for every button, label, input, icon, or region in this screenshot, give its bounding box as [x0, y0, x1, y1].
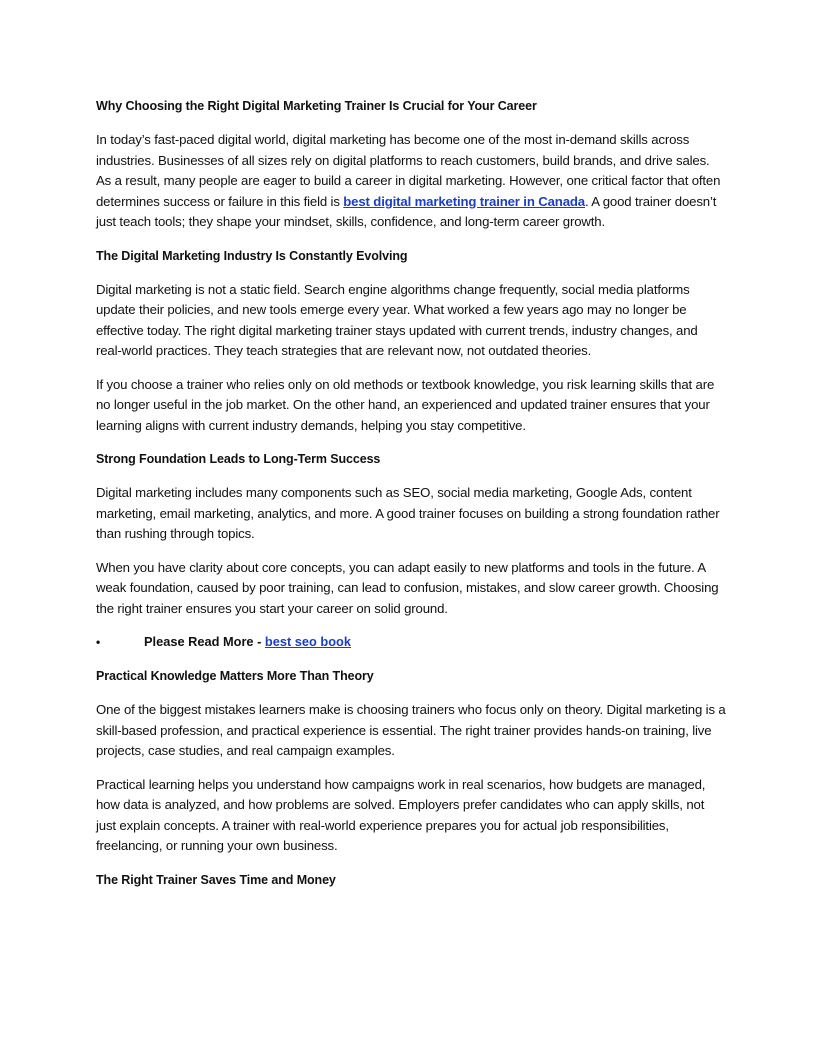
section-heading: Strong Foundation Leads to Long-Term Success	[96, 452, 381, 466]
section-heading: Practical Knowledge Matters More Than Theory	[96, 669, 374, 683]
best-seo-book-link[interactable]: best seo book	[264, 634, 351, 649]
trainer-canada-link[interactable]: best digital marketing trainer in Canada	[343, 193, 585, 209]
article-title: Why Choosing the Right Digital Marketing Trainer Is Crucial for Your Career	[96, 99, 537, 113]
intro-paragraph	[96, 130, 726, 233]
section-heading: The Right Trainer Saves Time and Money	[96, 872, 336, 887]
intro-text-before-link: In today’s fast-paced digital world, digital marketing has become one of the most in-demand skills across industries. Businesses of all sizes rely on digital platforms to reach customers, build brands, and drive sales. As a result, many people are eager to build a career in digital marketing. However, one critical factor that often determines success or failure in this field is	[96, 132, 721, 209]
section-paragraph: Digital marketing includes many components such as SEO, social media marketing, Google Ads, content marketing, email marketing, analytics, and more. A good trainer focuses on building a strong foundation rather than rushing through topics.	[96, 485, 720, 541]
document-page	[96, 96, 726, 904]
section-heading: The Digital Marketing Industry Is Constantly Evolving	[96, 248, 408, 263]
section-paragraph: If you choose a trainer who relies only on old methods or textbook knowledge, you risk learning skills that are no longer useful in the job market. On the other hand, an experienced and updated trainer ensures that your learning aligns with current industry demands, helping you stay competitive.	[96, 376, 715, 433]
intro-text-after-link: . A good trainer doesn’t just teach tools; they shape your mindset, skills, confidence, and long-term career growth.	[96, 193, 717, 229]
bullet-icon: •	[96, 635, 101, 649]
read-more-list-item	[96, 632, 726, 652]
section-paragraph: Practical learning helps you understand how campaigns work in real scenarios, how budgets are managed, how data is analyzed, and how problems are solved. Employers prefer candidates who can apply skills, not just explain concepts. A trainer with real-world experience prepares you for actual job responsibilities, freelancing, or running your own business.	[96, 776, 706, 853]
section-paragraph: Digital marketing is not a static field. Search engine algorithms change frequently, social media platforms update their policies, and new tools emerge every year. What worked a few years ago may no longer be effective today. The right digital marketing trainer stays updated with current trends, industry changes, and real-world practices. They teach strategies that are relevant now, not outdated theories.	[96, 281, 698, 358]
section-paragraph: One of the biggest mistakes learners make is choosing trainers who focus only on theory. Digital marketing is a skill-based profession, and practical experience is essential. The right trainer provides hands-on training, live projects, case studies, and real campaign examples.	[96, 702, 726, 758]
section-paragraph: When you have clarity about core concepts, you can adapt easily to new platforms and tools in the future. A weak foundation, caused by poor training, can lead to confusion, mistakes, and slow career growth. Choosing the right trainer ensures you start your career on solid ground.	[96, 559, 719, 616]
read-more-label: Please Read More -	[144, 634, 265, 649]
